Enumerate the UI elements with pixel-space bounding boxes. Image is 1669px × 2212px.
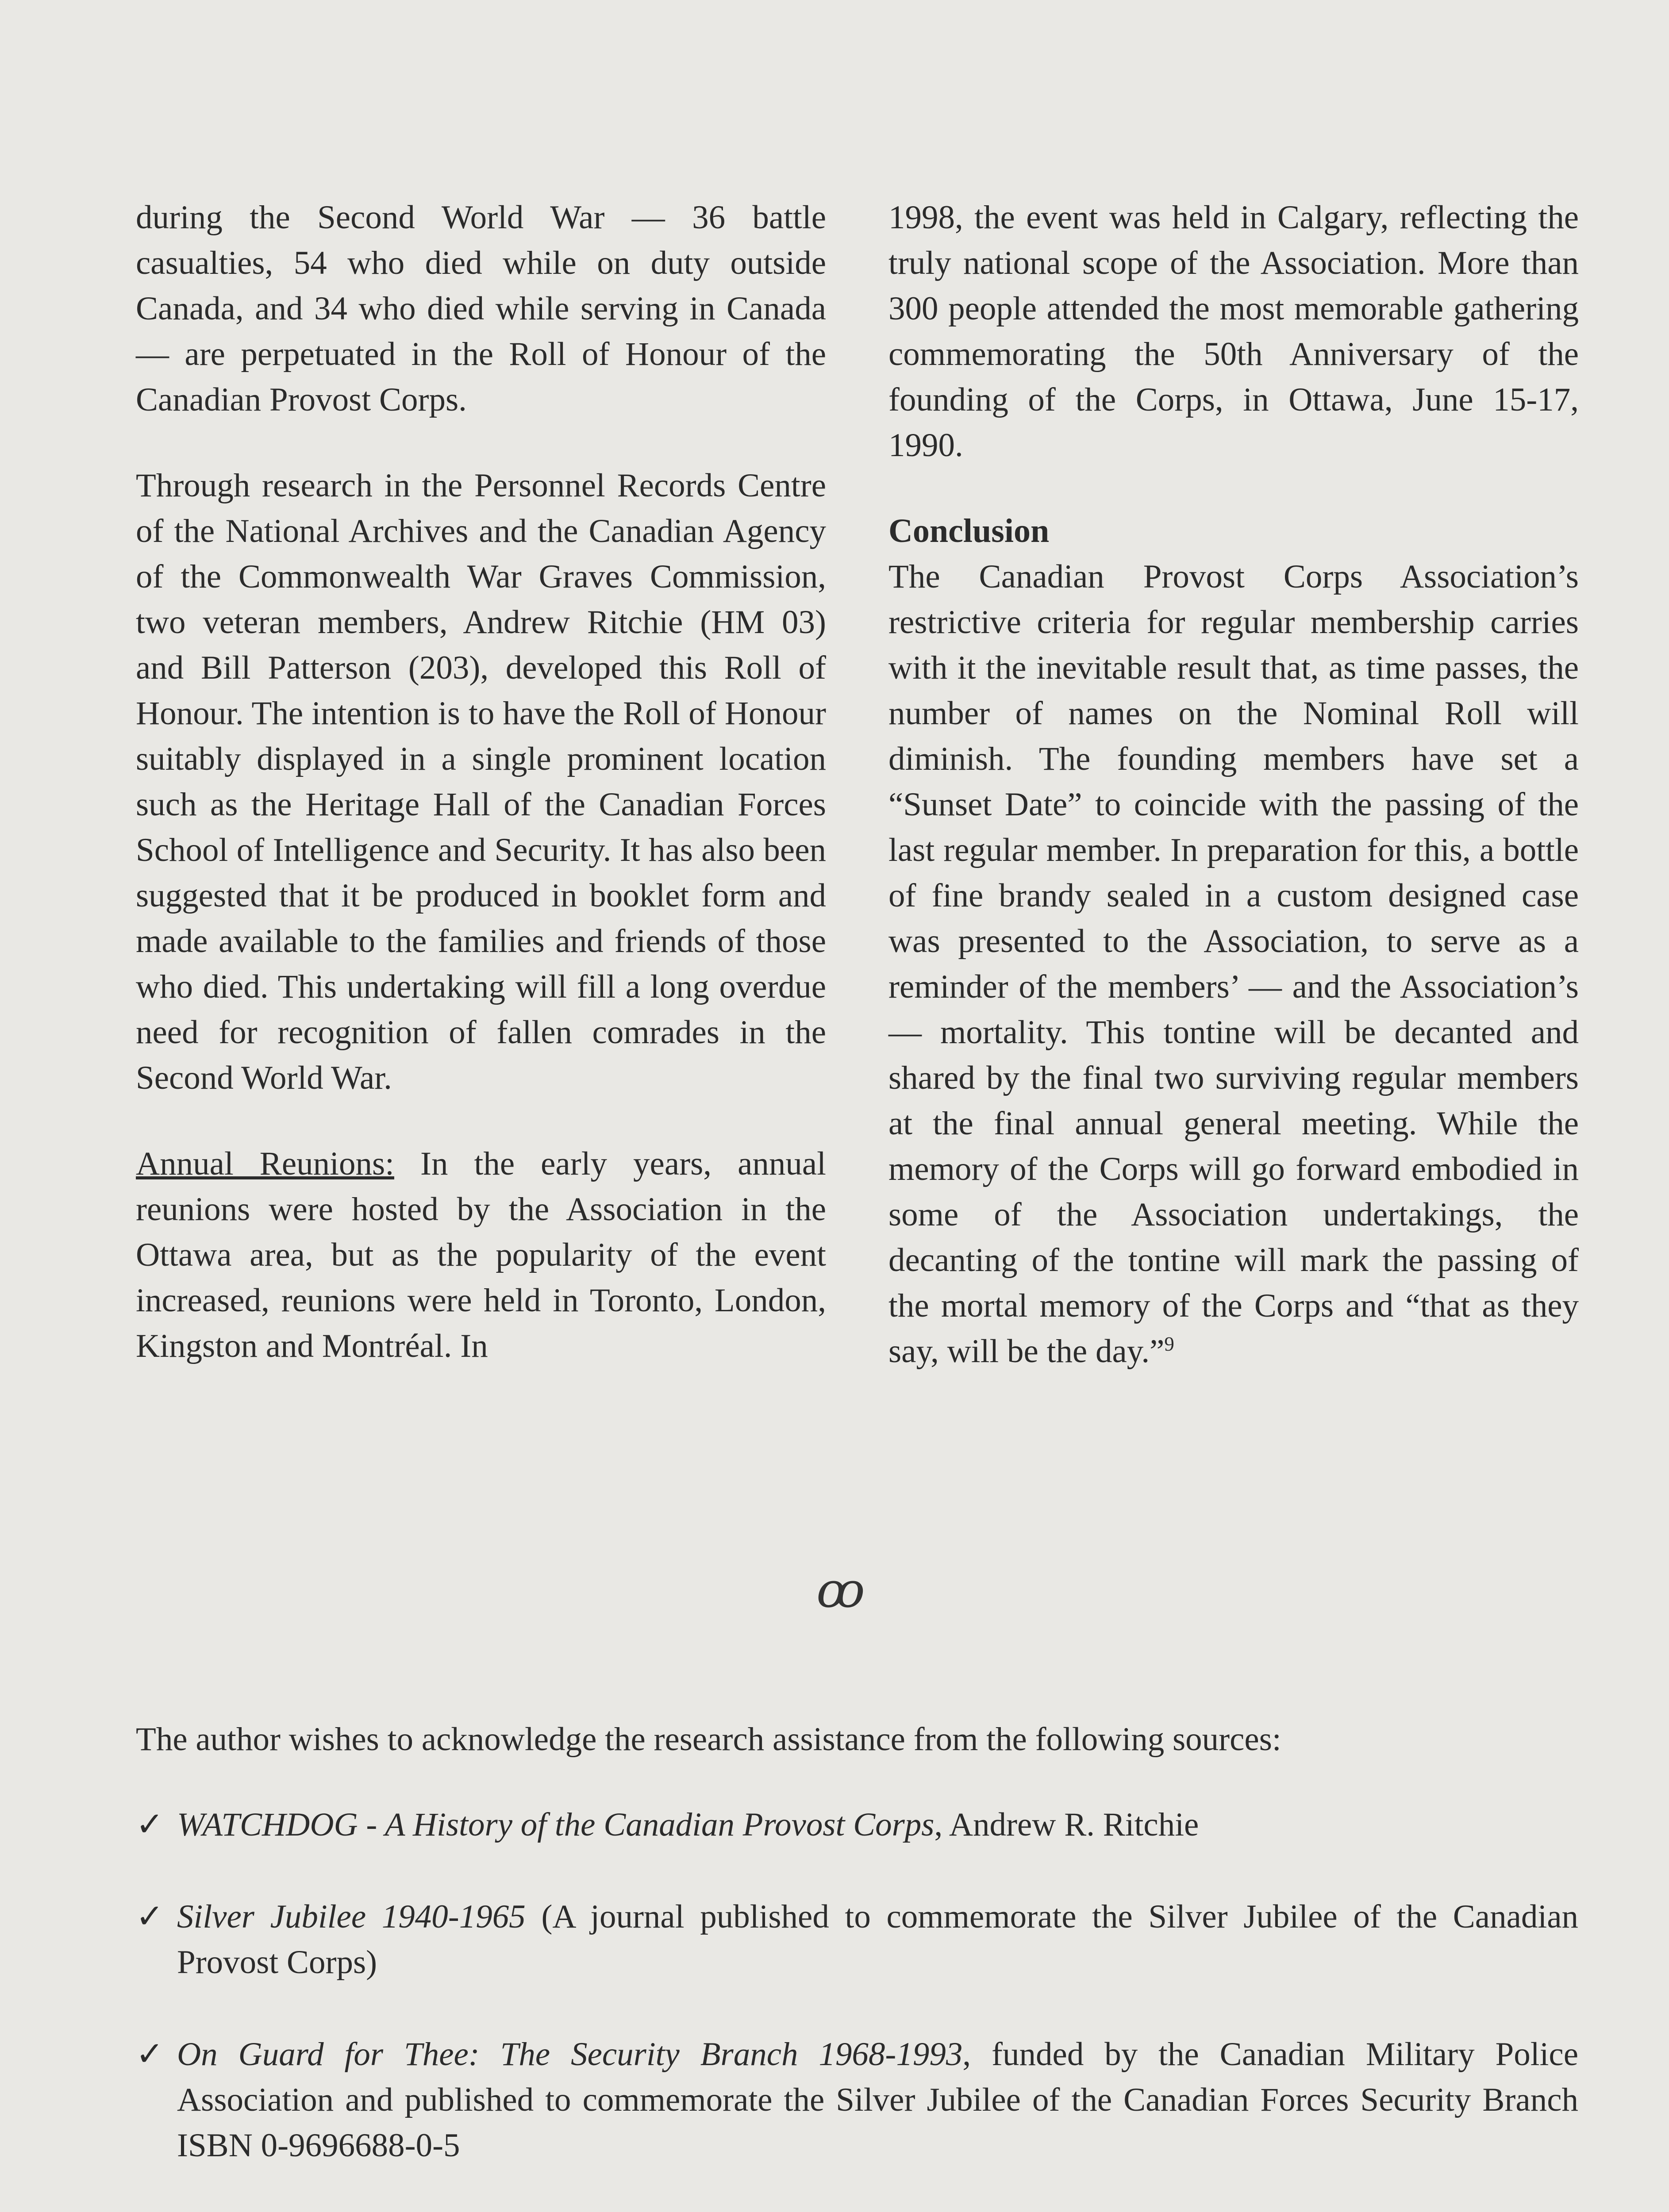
conclusion-paragraph (888, 554, 1579, 1374)
check-icon: ✓ (136, 2036, 164, 2073)
source-details: , funded by the Canadian Military Police Association and published to commemorate the Silver Jubilee of the Canadian Forces Security Branch ISBN 0-9696688-0-5 (177, 2036, 1578, 2164)
check-icon: ✓ (136, 1806, 164, 1843)
left-paragraph-3 (136, 1141, 826, 1369)
source-item (136, 1802, 1578, 1847)
left-paragraph-2: Through research in the Personnel Records Centre of the National Archives and the Canadian Agency of the Commonwealth War Graves Commission, two veteran members, Andrew Ritchie (HM 03) and Bill Patterson (203), developed this Roll of Honour. The intention is to have the Roll of Honour suitably displayed in a single prominent location such as the Heritage Hall of the Canadian Forces School of Intelligence and Security. It has also been suggested that it be produced in booklet form and made available to the families and friends of those who died. This undertaking will fill a long overdue need for recognition of fallen comrades in the Second World War. (136, 467, 826, 1096)
right-column (888, 195, 1579, 1374)
check-icon: ✓ (136, 1898, 164, 1935)
footnote-ref: 9 (1164, 1333, 1174, 1355)
acknowledgements (136, 1717, 1578, 2212)
annual-reunions-text: In the early years, annual reunions were hosted by the Association in the Ottawa area, but as the popularity of the event increased, reunions were held in Toronto, London, Kingston and Montréal. In (136, 1145, 826, 1364)
source-details: (A journal published to commemorate the Silver Jubilee of the Canadian Provost Corps) (177, 1898, 1578, 1981)
left-paragraph-1: during the Second World War — 36 battle casualties, 54 who died while on duty outside Canada, and 34 who died while serving in Canada — are perpetuated in the Roll of Honour of the Canadian Provost Corps. (136, 199, 826, 418)
right-paragraph-1: 1998, the event was held in Calgary, reflecting the truly national scope of the Association. More than 300 people attended the most memorable gathering commemorating the 50th Anniversary of the founding of the Corps, in Ottawa, June 15-17, 1990. (888, 199, 1579, 464)
annual-reunions-label: Annual Reunions: (136, 1145, 394, 1182)
section-ornament: ꝏ (816, 1563, 865, 1617)
left-column (136, 195, 826, 1369)
conclusion-text: The Canadian Provost Corps Association’s restrictive criteria for regular membership carries with it the inevitable result that, as time passes, the number of names on the Nominal Roll will diminish. The founding members have set a “Sunset Date” to coincide with the passing of the last regular member. In preparation for this, a bottle of fine brandy sealed in a custom designed case was presented to the Association, to serve as a reminder of the members’ — and the Association’s — mortality. This tontine will be decanted and shared by the final two surviving regular members at the final annual general meeting. While the memory of the Corps will go forward embodied in some of the Association undertakings, the decanting of the tontine will mark the passing of the mortal memory of the Corps and “that as they say, will be the day.” (888, 558, 1579, 1370)
source-details: , Andrew R. Ritchie (934, 1806, 1199, 1843)
source-item (136, 1894, 1578, 1985)
conclusion-heading: Conclusion (888, 512, 1050, 549)
source-title: WATCHDOG - A History of the Canadian Provost Corps (177, 1806, 934, 1843)
source-title: Silver Jubilee 1940-1965 (177, 1898, 526, 1935)
source-title: On Guard for Thee: The Security Branch 1968-1993 (177, 2036, 963, 2073)
acknowledgements-intro: The author wishes to acknowledge the research assistance from the following sources: (136, 1721, 1281, 1758)
source-item (136, 2032, 1578, 2168)
